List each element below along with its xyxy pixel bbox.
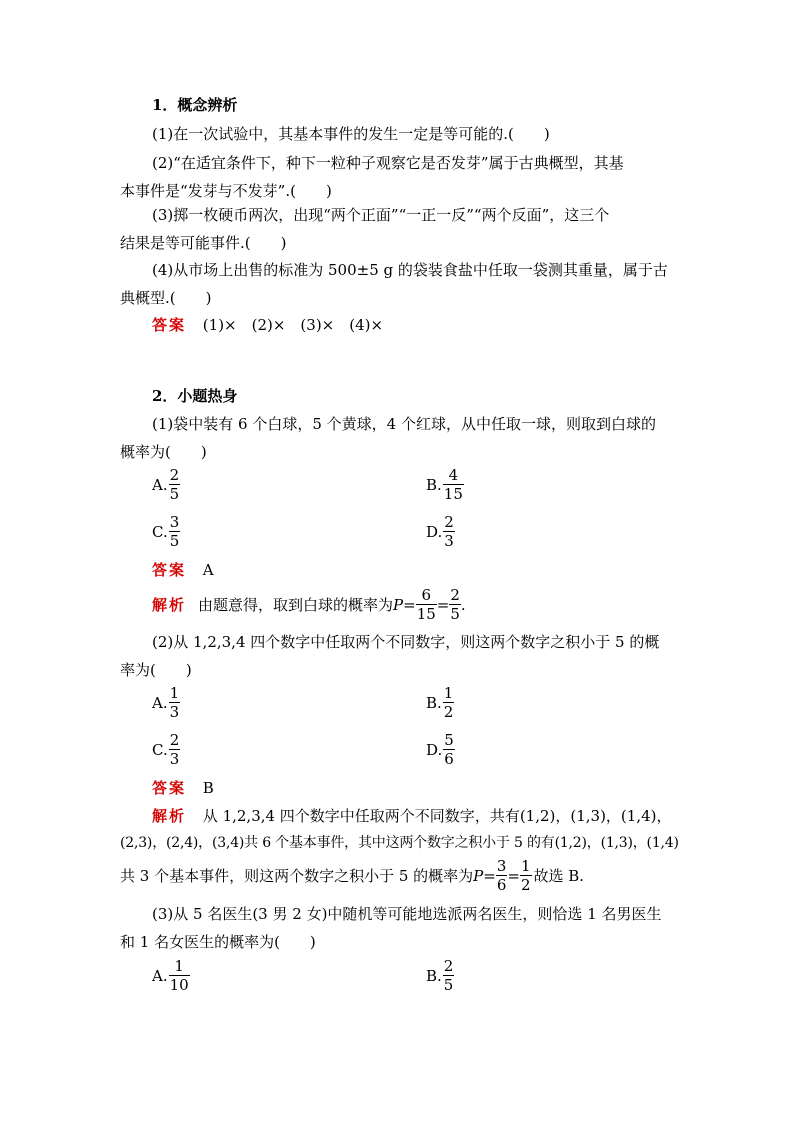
fraction: $\frac{2}{3}$ xyxy=(169,731,180,768)
analysis-label: 解析 xyxy=(152,807,187,825)
question-2-2-line2: 率为( ) xyxy=(120,661,192,679)
question-1-4-line2: 典概型.( ) xyxy=(120,289,212,307)
question-2-1-line2: 概率为( ) xyxy=(120,443,207,461)
fraction: $\frac{1}{2}$ xyxy=(443,684,454,721)
fraction: $\frac{3}{6}$ xyxy=(496,857,507,894)
fraction: $\frac{2}{5}$ xyxy=(443,957,454,994)
fraction: $\frac{1}{3}$ xyxy=(169,684,180,721)
answer-row-2-2 xyxy=(152,777,214,799)
fraction: $\frac{5}{6}$ xyxy=(444,731,454,768)
option-a: A. $\frac{2}{5}$ xyxy=(152,466,180,503)
fraction: $\frac{1}{10}$ xyxy=(169,957,189,994)
question-2-2-line1: (2)从 1,2,3,4 四个数字中任取两个不同数字，则这两个数字之积小于 5 的概 xyxy=(152,633,660,651)
question-1-2-line2: 本事件是“发芽与不发芽”.( ) xyxy=(120,182,332,200)
option-d: D. $\frac{5}{6}$ xyxy=(426,731,454,768)
analysis-text: 共 3 个基本事件，则这两个数字之积小于 5 的概率为 xyxy=(120,867,474,885)
option-b: B. $\frac{2}{5}$ xyxy=(426,957,454,994)
analysis-row-2-2-line1 xyxy=(152,805,672,827)
question-2-1-line1: (1)袋中装有 6 个白球，5 个黄球，4 个红球，从中任取一球，则取到白球的 xyxy=(152,415,656,433)
analysis-label: 解析 xyxy=(152,596,187,614)
analysis-row-2-2-line2: (2,3)，(2,4)，(3,4)共 6 个基本事件，其中这两个数字之积小于 5 的有(1,2)，(1,3)，(1,4) xyxy=(120,835,679,851)
variable-p: P xyxy=(393,595,404,614)
variable-p: P xyxy=(473,866,484,885)
question-1-4-line1: (4)从市场上出售的标准为 500±5 g 的袋装食盐中任取一袋测其重量，属于古 xyxy=(152,261,668,279)
analysis-text: 从 1,2,3,4 四个数字中任取两个不同数字，共有(1,2)，(1,3)，(1,4)， xyxy=(202,807,672,825)
answer-row-2-1 xyxy=(152,559,214,581)
analysis-row-2-2-line3: 共 3 个基本事件，则这两个数字之积小于 5 的概率为 P = $\frac{3}{6}$ = $\frac{1}{2}$ 故选 B. xyxy=(120,857,585,894)
option-c: C. $\frac{2}{3}$ xyxy=(152,731,180,768)
answer-row-1 xyxy=(152,314,383,336)
answer-label: 答案 xyxy=(152,561,187,579)
question-1-2-line1: (2)“在适宜条件下，种下一粒种子观察它是否发芽”属于古典概型，其基 xyxy=(152,154,624,172)
section1-heading: 1．概念辨析 xyxy=(152,96,238,114)
answer-text: A xyxy=(202,561,214,579)
question-2-3-line2: 和 1 名女医生的概率为( ) xyxy=(120,933,316,951)
option-d: D. $\frac{2}{3}$ xyxy=(426,513,454,550)
answer-text: (1)× (2)× (3)× (4)× xyxy=(202,316,384,334)
answer-label: 答案 xyxy=(152,779,187,797)
analysis-row-2-1: 解析 由题意得，取到白球的概率为 P = $\frac{6}{15}$ = $\frac{2}{5}$ . xyxy=(152,586,466,623)
question-1-1: (1)在一次试验中，其基本事件的发生一定是等可能的.( ) xyxy=(152,125,550,143)
fraction: $\frac{2}{5}$ xyxy=(450,586,460,623)
analysis-tail: 故选 B. xyxy=(533,867,585,885)
fraction: $\frac{2}{5}$ xyxy=(169,466,180,503)
answer-label: 答案 xyxy=(152,316,187,334)
analysis-text: 由题意得，取到白球的概率为 xyxy=(198,596,394,614)
option-a: A. $\frac{1}{3}$ xyxy=(152,684,180,721)
question-1-3-line2: 结果是等可能事件.( ) xyxy=(120,234,287,252)
option-b: B. $\frac{4}{15}$ xyxy=(426,466,463,503)
fraction: $\frac{1}{2}$ xyxy=(520,857,531,894)
option-c: C. $\frac{3}{5}$ xyxy=(152,513,180,550)
fraction: $\frac{3}{5}$ xyxy=(169,513,180,550)
fraction: $\frac{4}{15}$ xyxy=(443,466,463,503)
fraction: $\frac{2}{3}$ xyxy=(444,513,454,550)
question-2-3-line1: (3)从 5 名医生(3 男 2 女)中随机等可能地选派两名医生，则恰选 1 名男医生 xyxy=(152,905,662,923)
option-a: A. $\frac{1}{10}$ xyxy=(152,957,189,994)
option-b: B. $\frac{1}{2}$ xyxy=(426,684,454,721)
section2-heading: 2．小题热身 xyxy=(152,387,238,405)
question-1-3-line1: (3)掷一枚硬币两次，出现“两个正面”“一正一反”“两个反面”，这三个 xyxy=(152,206,610,224)
fraction: $\frac{6}{15}$ xyxy=(416,586,436,623)
answer-text: B xyxy=(202,779,214,797)
